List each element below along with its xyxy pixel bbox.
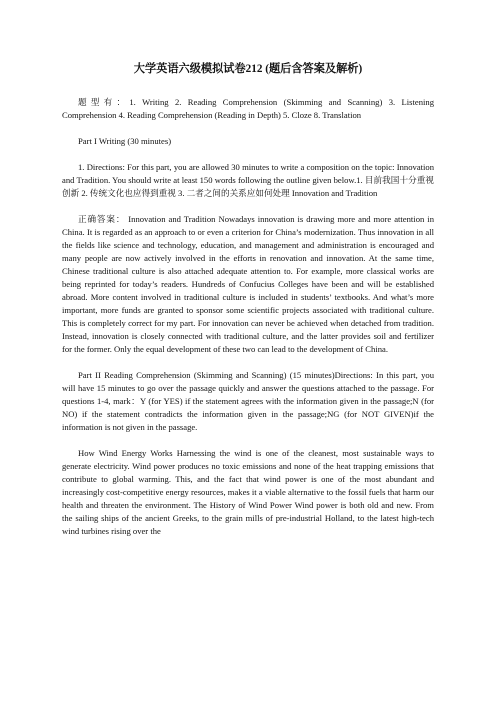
question-types-paragraph: 题型有：1. Writing 2. Reading Comprehension (Skimming and Scanning) 3. Listening Comprehension 4. Reading Comprehension (Reading in Depth) 5. Cloze 8. Translation bbox=[62, 97, 434, 120]
part-one-heading: Part I Writing (30 minutes) bbox=[78, 136, 172, 146]
document-body bbox=[62, 96, 434, 551]
document-title: 大学英语六级模拟试卷212 (题后含答案及解析) bbox=[133, 63, 363, 75]
reading-passage-paragraph: How Wind Energy Works Harnessing the wind is one of the cleanest, most sustainable ways to generate electricity. Wind power produces no toxic emissions and none of the heat trapping emissions that contribute to global warming. This, and the fact that wind power is one of the most abundant and increasingly cost-competitive energy resources, makes it a viable alternative to the fossil fuels that harm our health and threaten the environment. The History of Wind Power Wind power is both old and new. From the sailing ships of the ancient Greeks, to the grain mills of pre-industrial Holland, to the latest high-tech wind turbines rising over the bbox=[62, 448, 434, 536]
writing-question-paragraph: 1. Directions: For this part, you are allowed 30 minutes to write a composition on the topic: Innovation and Tradition. You should write at least 150 words following the outline given below.1. 目前我国十分重视创新 2. 传统文化也应得到重视 3. 二者之间的关系应如何处理 Innovation and Tradition bbox=[62, 162, 434, 198]
part-two-directions: Part II Reading Comprehension (Skimming and Scanning) (15 minutes)Directions: In this part, you will have 15 minutes to go over the passage quickly and answer the questions attached to the passage. For questions 1-4, mark：Y (for YES) if the statement agrees with the information given in the passage;N (for NO) if the statement contradicts the information given in the passage;NG (for NOT GIVEN)if the information is not given in the passage. bbox=[62, 370, 434, 432]
model-answer-paragraph: 正确答案： Innovation and Tradition Nowadays innovation is drawing more and more attention in China. It is regarded as an approach to or even a criterion for China’s modernization. Thus innovation in all the fields like science and technology, education, and management and administration is encouraged and many people are now actively involved in the efforts in renovation and innovation. At the same time, Chinese traditional culture is also attached adequate attention to. For example, more classical works are being reprinted for today’s readers. Hundreds of Confucius Colleges have been and will be established abroad. More content involved in traditional culture is included in students’ textbooks. And what’s more important, more funds are granted to sponsor some scientific projects associated with traditional culture. This is completely correct for my part. For innovation can never be achieved when detached from tradition. Instead, innovation is closely connected with traditional culture, and the latter provides soil and fertilizer for the former. Only the equal development of these two can lead to the development of China. bbox=[62, 214, 434, 354]
